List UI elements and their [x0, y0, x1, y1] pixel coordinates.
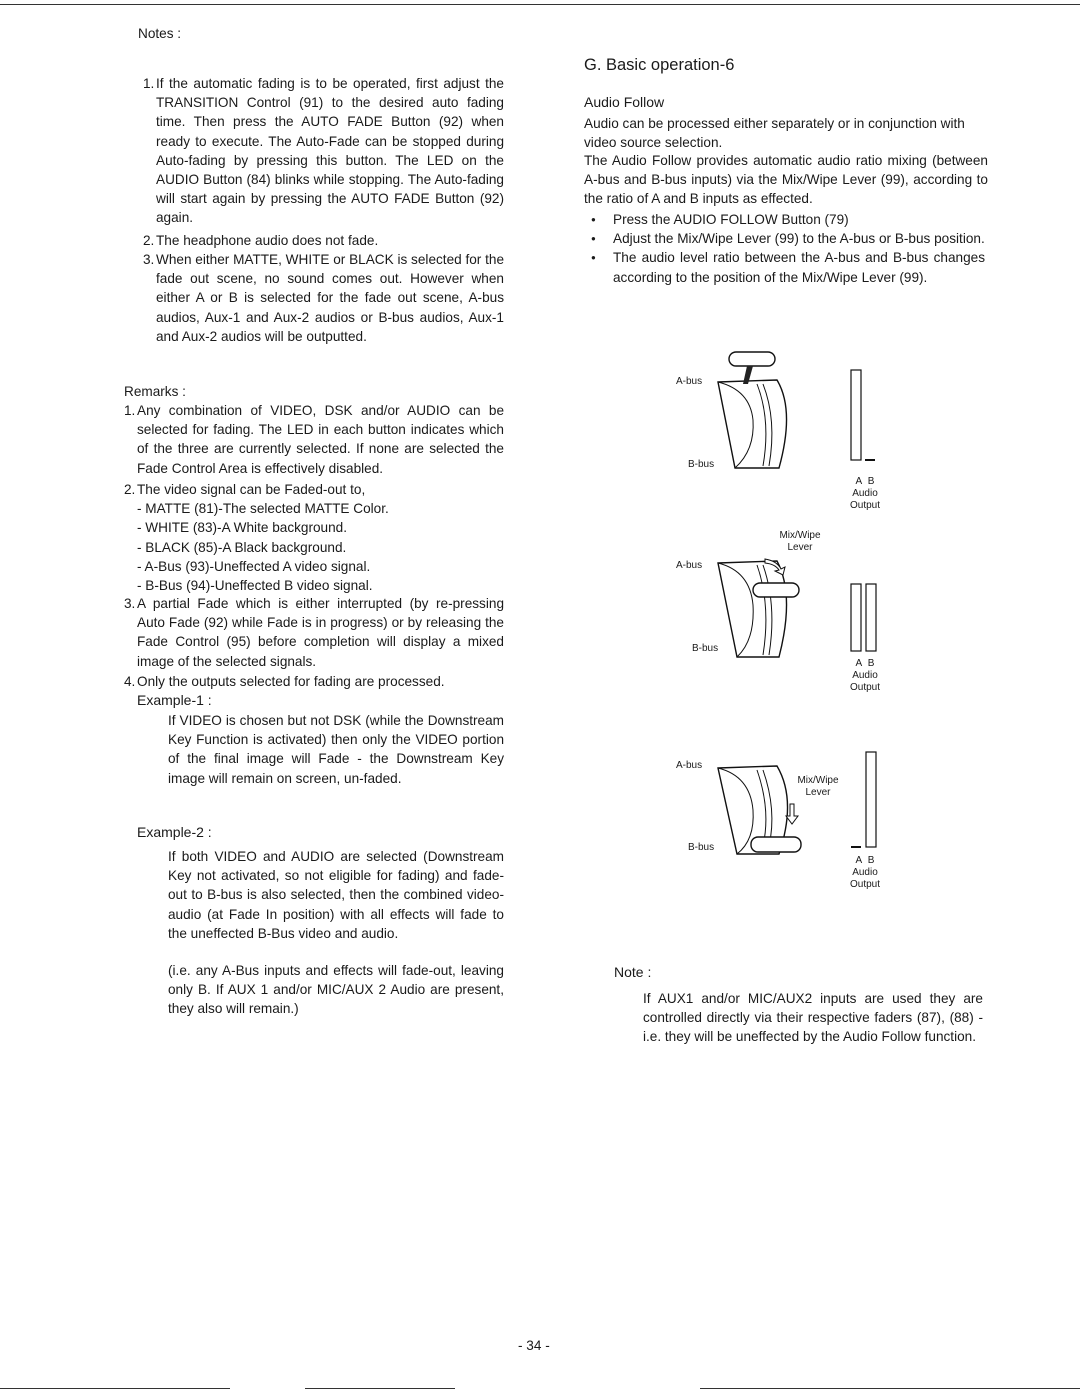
bullet-item — [591, 210, 985, 229]
audio-follow-heading: Audio Follow — [584, 94, 665, 110]
a-bus-label: A-bus — [676, 760, 703, 771]
note-3 — [143, 250, 505, 346]
bottom-border — [305, 1388, 455, 1389]
bullet-icon: ● — [591, 234, 596, 244]
remark-2 — [124, 480, 504, 595]
meter-labels — [840, 855, 890, 891]
fade-target: - WHITE (83)-A White background. — [137, 520, 348, 536]
bullet-item — [591, 248, 985, 286]
bullet-icon: ● — [591, 215, 596, 224]
audio-output-meter-1 — [850, 368, 880, 468]
note-1 — [143, 74, 504, 228]
remark-text: Only the outputs selected for fading are processed. — [137, 674, 445, 689]
bullet-text: Press the AUDIO FOLLOW Button (79) — [613, 212, 849, 227]
meter-labels — [840, 658, 890, 694]
meter-labels — [840, 476, 890, 512]
audio-output-meter-3 — [850, 750, 880, 855]
example-1-heading: Example-1 : — [137, 692, 212, 708]
remark-text: The video signal can be Faded-out to, — [137, 482, 366, 497]
b-bus-label: B-bus — [688, 842, 715, 853]
example-2-text-2: (i.e. any A-Bus inputs and effects will fade-out, leaving only B. If AUX 1 and/or MIC/AUX 2 Audio are present, they also will remain.) — [168, 963, 504, 1017]
note-text: If the automatic fading is to be operated, first adjust the TRANSITION Control (91) to the desired auto fading time. Then press the AUTO FADE Button (92) when ready to execute. The Auto-Fade can be stopped during Auto-fading by pressing this button. The LED on the AUDIO Button (84) blinks while stopping. The Auto-fading will start again by pressing the AUTO FADE Button (92) again. — [156, 76, 504, 226]
note-text: If AUX1 and/or MIC/AUX2 inputs are used they are controlled directly via their respective faders (87), (88) - i.e. they will be uneffected by the Audio Follow function. — [643, 991, 983, 1045]
example-2-heading: Example-2 : — [137, 824, 212, 840]
audio-output-label: Audio Output — [849, 670, 881, 693]
remark-number: 3. — [124, 596, 136, 611]
audio-output-label: Audio Output — [849, 488, 881, 511]
fade-target: - MATTE (81)-The selected MATTE Color. — [137, 501, 389, 517]
intro-paragraph: Audio can be processed either separately or in conjunction with video source selection. — [584, 116, 965, 151]
fader-illustration-b-bus — [715, 760, 810, 860]
remark-1 — [124, 401, 504, 478]
note-heading: Note : — [614, 964, 652, 980]
note-number: 2. — [143, 233, 155, 248]
remark-3 — [124, 594, 504, 671]
meter-a-label: A — [855, 855, 863, 866]
page-number: - 34 - — [518, 1338, 550, 1353]
fader-illustration-middle — [715, 555, 805, 665]
bullet-text: The audio level ratio between the A-bus and B-bus changes according to the position of the Mix/Wipe Lever (99). — [613, 250, 985, 285]
note-text: When either MATTE, WHITE or BLACK is selected for the fade out scene, no sound comes out. However when either A or B is selected for the fade out scene, A-bus audios, Aux-1 and Aux-2 audios or B-bus audios, Aux-1 and Aux-2 audios will be outputted. — [156, 252, 505, 344]
remark-4 — [124, 672, 504, 691]
example-1-text: If VIDEO is chosen but not DSK (while the Downstream Key Function is activated) then only the VIDEO portion of the final image will Fade - the Downstream Key image will remain on screen, un-faded. — [168, 713, 504, 786]
remark-text: A partial Fade which is either interrupted (by re-pressing Auto Fade (92) while Fade is in progress) or by releasing the Fade Control (95) before completion will display a mixed image of the selected signals. — [137, 596, 504, 669]
note-text: The headphone audio does not fade. — [156, 233, 379, 248]
top-border — [0, 4, 1080, 5]
a-bus-label: A-bus — [676, 560, 703, 571]
lever-label: Mix/Wipe Lever — [797, 775, 839, 798]
note-2 — [143, 231, 504, 250]
remark-number: 2. — [124, 482, 136, 497]
notes-heading: Notes : — [138, 26, 182, 41]
meter-b-label: B — [867, 476, 875, 487]
example-2-text: If both VIDEO and AUDIO are selected (Downstream Key not activated, so not eligible for fading) and fade-out to B-bus is also selected, then the combined video-audio (at Fade In position) with all effects will fade to the uneffected B-Bus video and audio. — [168, 849, 504, 941]
bullet-item — [591, 229, 985, 248]
remark-number: 4. — [124, 674, 136, 689]
meter-a-label: A — [855, 476, 863, 487]
fade-target-list — [137, 499, 504, 595]
bottom-border — [0, 1388, 230, 1389]
b-bus-label: B-bus — [688, 459, 715, 470]
a-bus-label: A-bus — [676, 376, 703, 387]
fade-target: - BLACK (85)-A Black background. — [137, 539, 347, 555]
audio-output-meter-2 — [850, 582, 880, 662]
fade-target: - B-Bus (94)-Uneffected B video signal. — [137, 578, 373, 594]
fade-target: - A-Bus (93)-Uneffected A video signal. — [137, 558, 371, 574]
bullet-icon: ● — [591, 253, 596, 263]
meter-b-label: B — [867, 855, 875, 866]
remark-text: Any combination of VIDEO, DSK and/or AUDIO can be selected for fading. The LED in each button indicates which of the three are currently selected. If none are selected the Fade Control Area is effectively disabled. — [137, 403, 504, 476]
remarks-heading: Remarks : — [124, 384, 186, 399]
meter-a-label: A — [855, 658, 863, 669]
fader-illustration-a-bus — [715, 340, 795, 480]
note-number: 3. — [143, 252, 155, 267]
audio-output-label: Audio Output — [849, 867, 881, 890]
lever-label: Mix/Wipe Lever — [779, 530, 821, 553]
section-title: G. Basic operation-6 — [584, 56, 735, 74]
remark-number: 1. — [124, 403, 136, 418]
b-bus-label: B-bus — [692, 643, 719, 654]
bottom-border — [700, 1388, 1080, 1389]
note-number: 1. — [143, 76, 155, 91]
meter-b-label: B — [867, 658, 875, 669]
bullet-text: Adjust the Mix/Wipe Lever (99) to the A-bus or B-bus position. — [613, 231, 985, 247]
bullet-list — [591, 210, 985, 287]
description-paragraph: The Audio Follow provides automatic audio ratio mixing (between A-bus and B-bus inputs) via the Mix/Wipe Lever (99), according to the ratio of A and B inputs as effected. — [584, 153, 988, 207]
